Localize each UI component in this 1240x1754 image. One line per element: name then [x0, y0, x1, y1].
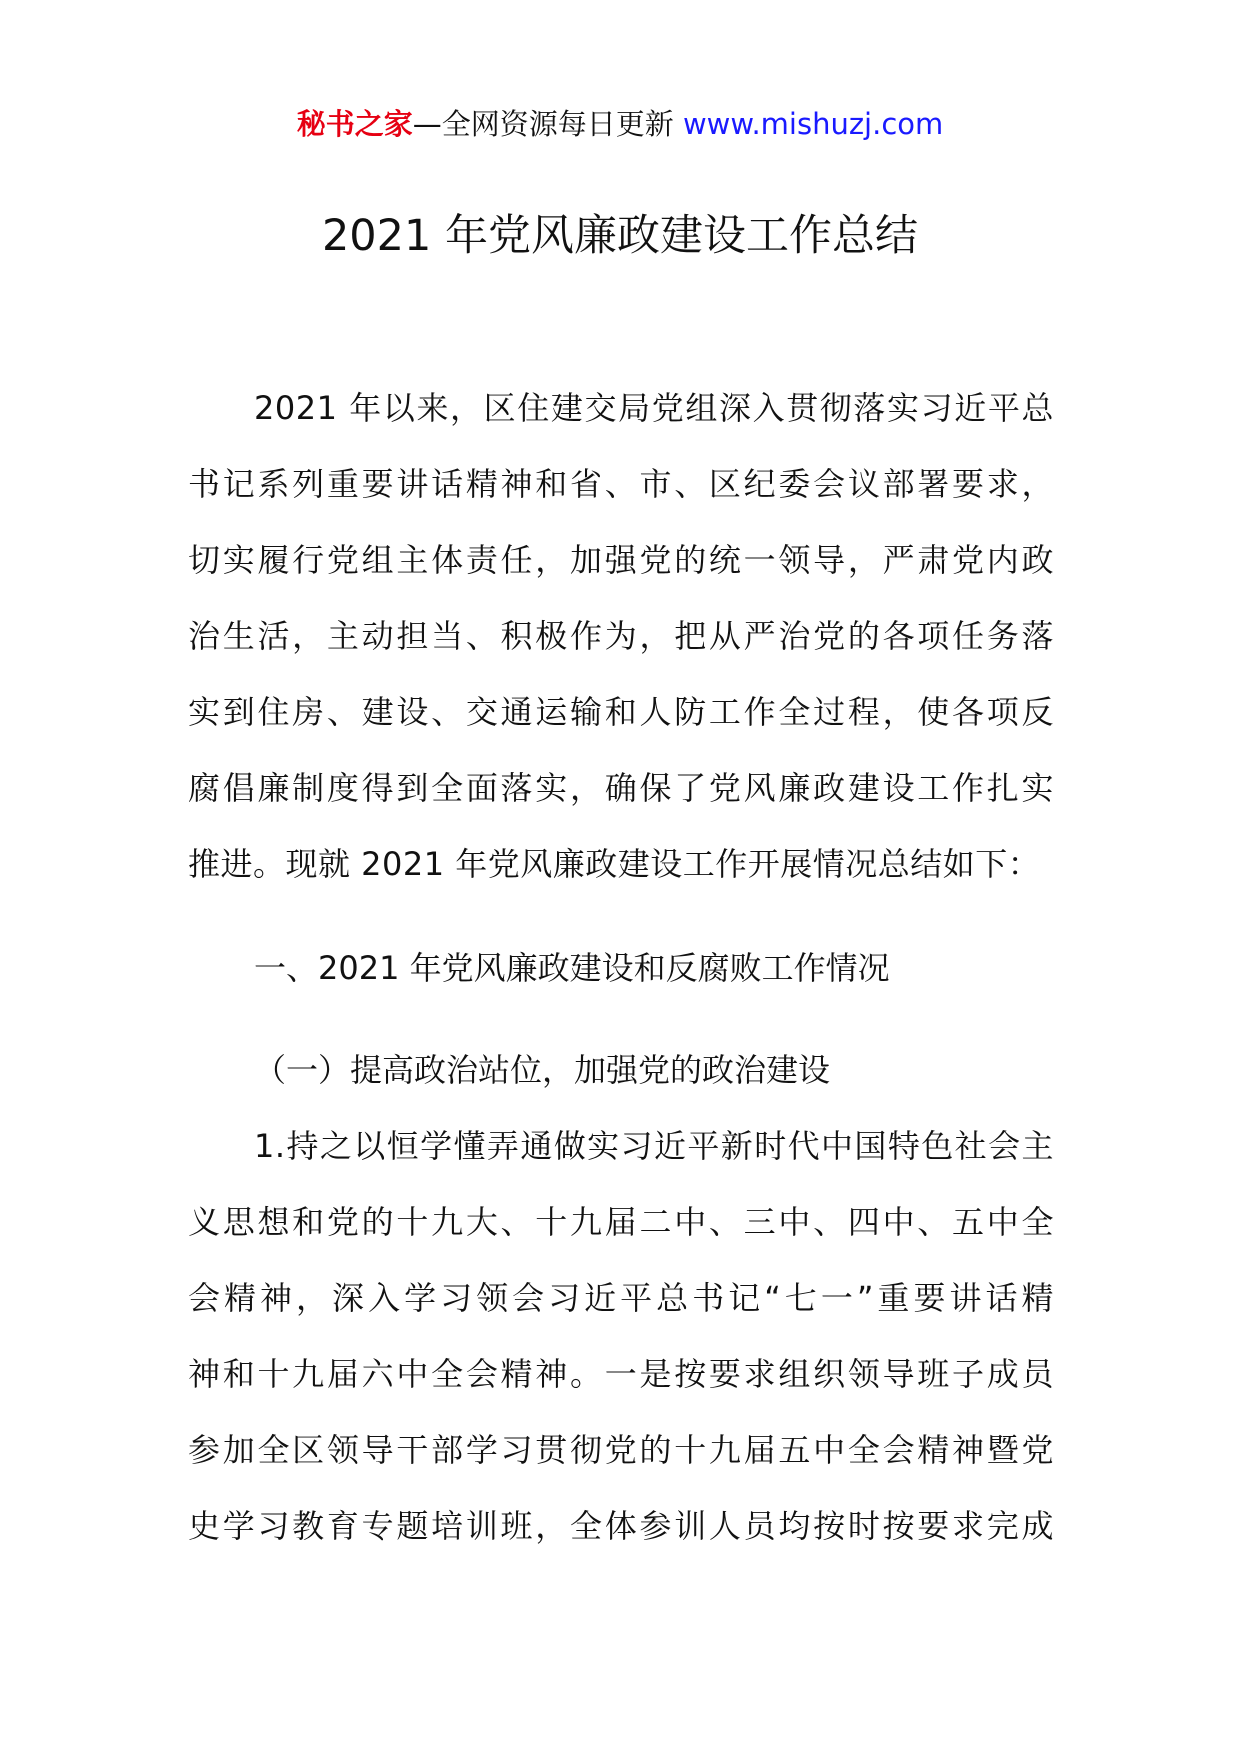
- section-heading: 一、2021 年党风廉政建设和反腐败工作情况: [254, 949, 890, 987]
- paragraph-line: 腐倡廉制度得到全面落实，确保了党风廉政建设工作扎实: [188, 769, 1054, 807]
- paragraph-line: 会精神，深入学习领会习近平总书记“七一”重要讲话精: [188, 1279, 1054, 1317]
- brand-name: 秘书之家: [296, 107, 413, 141]
- paragraph-line: 1.持之以恒学懂弄通做实习近平新时代中国特色社会主: [254, 1127, 1054, 1165]
- document-title: 2021 年党风廉政建设工作总结: [321, 211, 919, 261]
- item-paragraph: [188, 1108, 1054, 1564]
- paragraph-line: 切实履行党组主体责任，加强党的统一领导，严肃党内政: [188, 541, 1054, 579]
- paragraph-line: 史学习教育专题培训班，全体参训人员均按时按要求完成: [188, 1507, 1054, 1545]
- header-tagline: —全网资源每日更新: [412, 107, 674, 141]
- paragraph-line: 书记系列重要讲话精神和省、市、区纪委会议部署要求，: [188, 465, 1054, 503]
- paragraph-line: 参加全区领导干部学习贯彻党的十九届五中全会精神暨党: [188, 1431, 1054, 1469]
- paragraph-line: 推进。现就 2021 年党风廉政建设工作开展情况总结如下：: [188, 845, 1041, 883]
- paragraph-line: 2021 年以来，区住建交局党组深入贯彻落实习近平总: [254, 389, 1054, 427]
- subsection-heading: （一）提高政治站位，加强党的政治建设: [254, 1051, 831, 1089]
- paragraph-line: 治生活，主动担当、积极作为，把从严治党的各项任务落: [188, 617, 1054, 655]
- paragraph-line: 义思想和党的十九大、十九届二中、三中、四中、五中全: [188, 1203, 1054, 1241]
- intro-paragraph: [188, 370, 1054, 902]
- paragraph-line: 神和十九届六中全会精神。一是按要求组织领导班子成员: [188, 1355, 1054, 1393]
- site-url-link[interactable]: www.mishuzj.com: [682, 107, 944, 141]
- site-header: [0, 104, 1240, 144]
- paragraph-line: 实到住房、建设、交通运输和人防工作全过程，使各项反: [188, 693, 1054, 731]
